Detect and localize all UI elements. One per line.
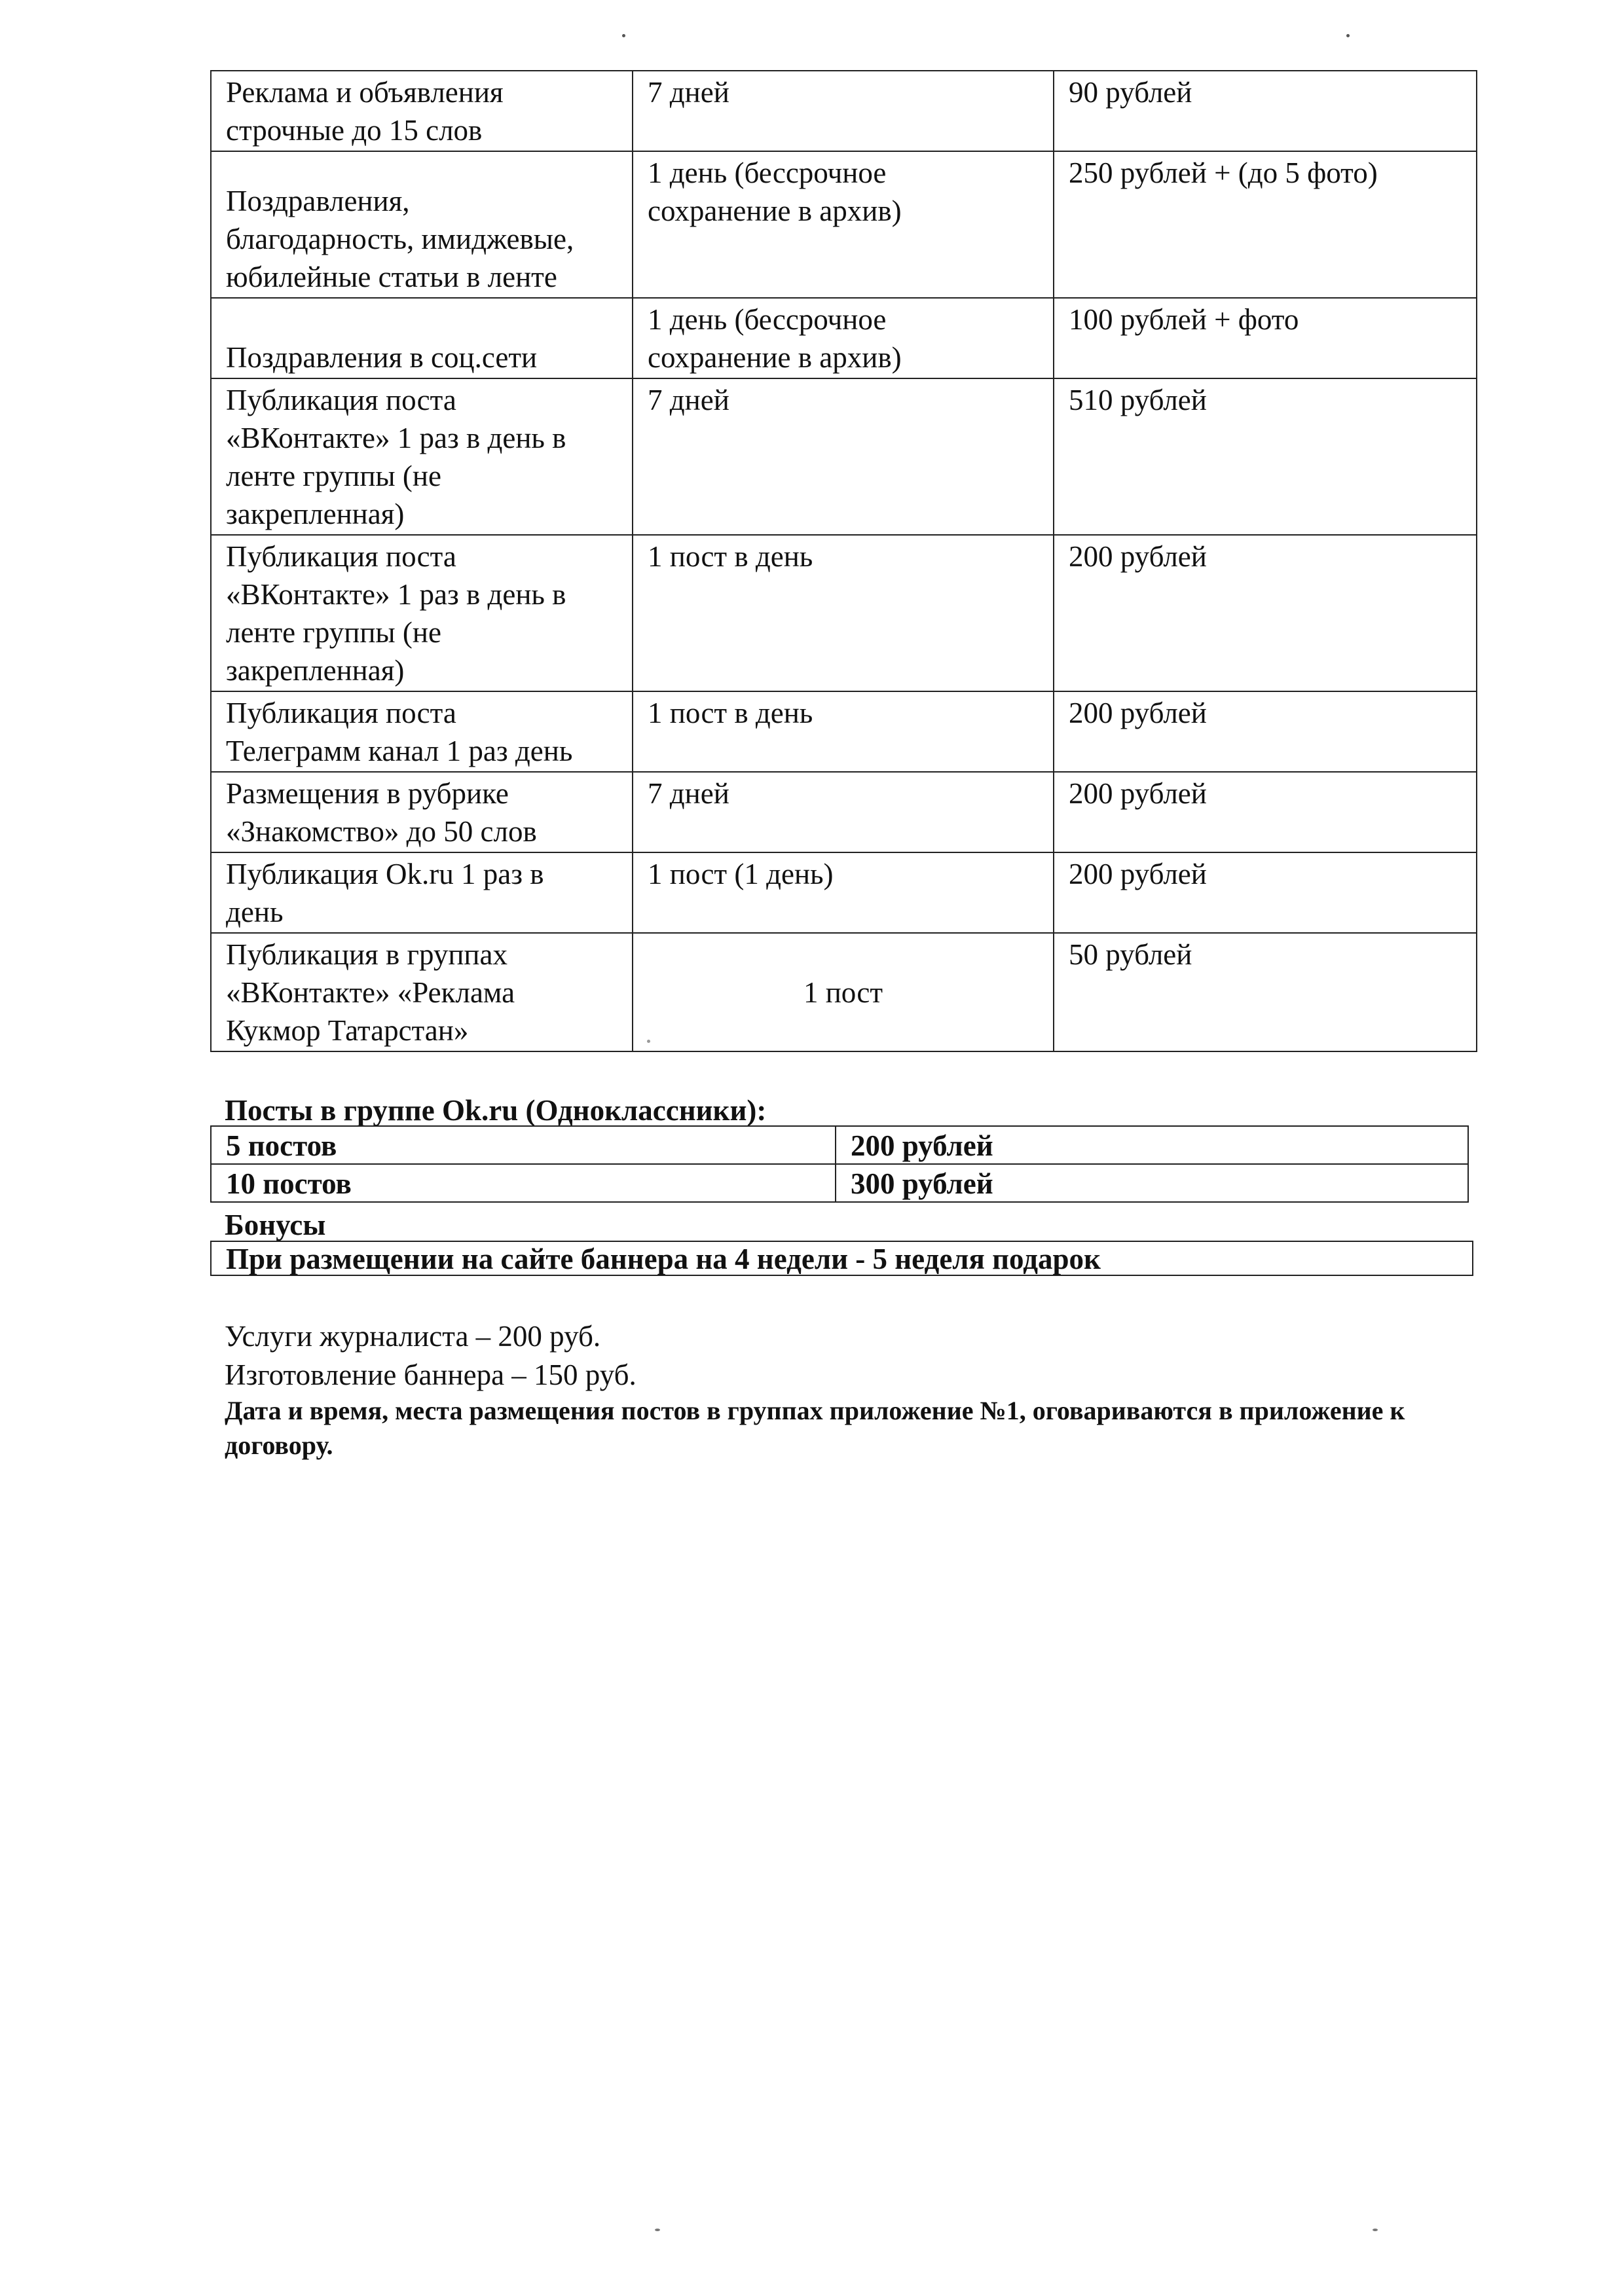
price-cell: 50 рублей xyxy=(1054,933,1477,1051)
service-cell: Поздравления, благодарность, имиджевые, юбилейные статьи в ленте xyxy=(211,151,633,298)
price-cell: 250 рублей + (до 5 фото) xyxy=(1054,151,1477,298)
term-cell: 1 день (бессрочное сохранение в архив) xyxy=(633,298,1054,378)
scan-speck xyxy=(655,2229,660,2231)
posts-count-cell: 5 постов xyxy=(211,1126,836,1164)
banner-service: Изготовление баннера – 150 руб. xyxy=(225,1358,637,1391)
term-cell: 1 пост в день xyxy=(633,535,1054,691)
service-cell: Публикация поста «ВКонтакте» 1 раз в день в ленте группы (не закрепленная) xyxy=(211,378,633,535)
price-cell: 200 рублей xyxy=(1054,772,1477,852)
term-cell: 1 пост в день xyxy=(633,691,1054,772)
term-cell: 1 день (бессрочное сохранение в архив) xyxy=(633,151,1054,298)
price-cell: 300 рублей xyxy=(836,1164,1468,1202)
placement-note: Дата и время, места размещения постов в группах приложение №1, оговариваются в приложение к договору. xyxy=(225,1396,1405,1460)
bonus-section-title: Бонусы xyxy=(225,1209,326,1241)
service-cell: Реклама и объявления строчные до 15 слов xyxy=(211,71,633,151)
price-cell: 510 рублей xyxy=(1054,378,1477,535)
table-row xyxy=(211,772,1477,852)
table-row xyxy=(211,378,1477,535)
table-row xyxy=(211,151,1477,298)
price-cell: 90 рублей xyxy=(1054,71,1477,151)
service-cell: Публикация поста «ВКонтакте» 1 раз в день в ленте группы (не закрепленная) xyxy=(211,535,633,691)
table-row xyxy=(211,691,1477,772)
term-cell: 7 дней xyxy=(633,378,1054,535)
price-cell: 200 рублей xyxy=(1054,535,1477,691)
table-row xyxy=(211,852,1477,933)
table-row xyxy=(211,535,1477,691)
price-table xyxy=(210,70,1477,1052)
ok-posts-table xyxy=(210,1125,1469,1203)
posts-count-cell: 10 постов xyxy=(211,1164,836,1202)
table-row xyxy=(211,933,1477,1051)
bonus-offer: При размещении на сайте баннера на 4 недели - 5 неделя подарок xyxy=(210,1241,1473,1276)
table-row xyxy=(211,298,1477,378)
price-cell: 200 рублей xyxy=(1054,852,1477,933)
scan-speck xyxy=(1346,34,1350,37)
scan-speck xyxy=(622,34,625,37)
table-row xyxy=(211,1164,1468,1202)
service-cell: Поздравления в соц.сети xyxy=(211,298,633,378)
service-cell: Публикация в группах «ВКонтакте» «Реклама Кукмор Татарстан» xyxy=(211,933,633,1051)
price-cell: 200 рублей xyxy=(1054,691,1477,772)
service-cell: Размещения в рубрике «Знакомство» до 50 слов xyxy=(211,772,633,852)
extra-services xyxy=(225,1317,637,1394)
price-cell: 200 рублей xyxy=(836,1126,1468,1164)
ok-section-title: Посты в группе Ok.ru (Одноклассники): xyxy=(225,1094,767,1127)
service-cell: Публикация Ok.ru 1 раз в день xyxy=(211,852,633,933)
table-row xyxy=(211,71,1477,151)
journalist-service: Услуги журналиста – 200 руб. xyxy=(225,1320,601,1353)
term-cell: 1 пост (1 день) xyxy=(633,852,1054,933)
term-cell: 7 дней xyxy=(633,772,1054,852)
term-cell: 7 дней xyxy=(633,71,1054,151)
term-cell: 1 пост xyxy=(633,933,1054,1051)
scan-speck xyxy=(1373,2229,1378,2231)
table-row xyxy=(211,1126,1468,1164)
service-cell: Публикация поста Телеграмм канал 1 раз день xyxy=(211,691,633,772)
price-cell: 100 рублей + фото xyxy=(1054,298,1477,378)
